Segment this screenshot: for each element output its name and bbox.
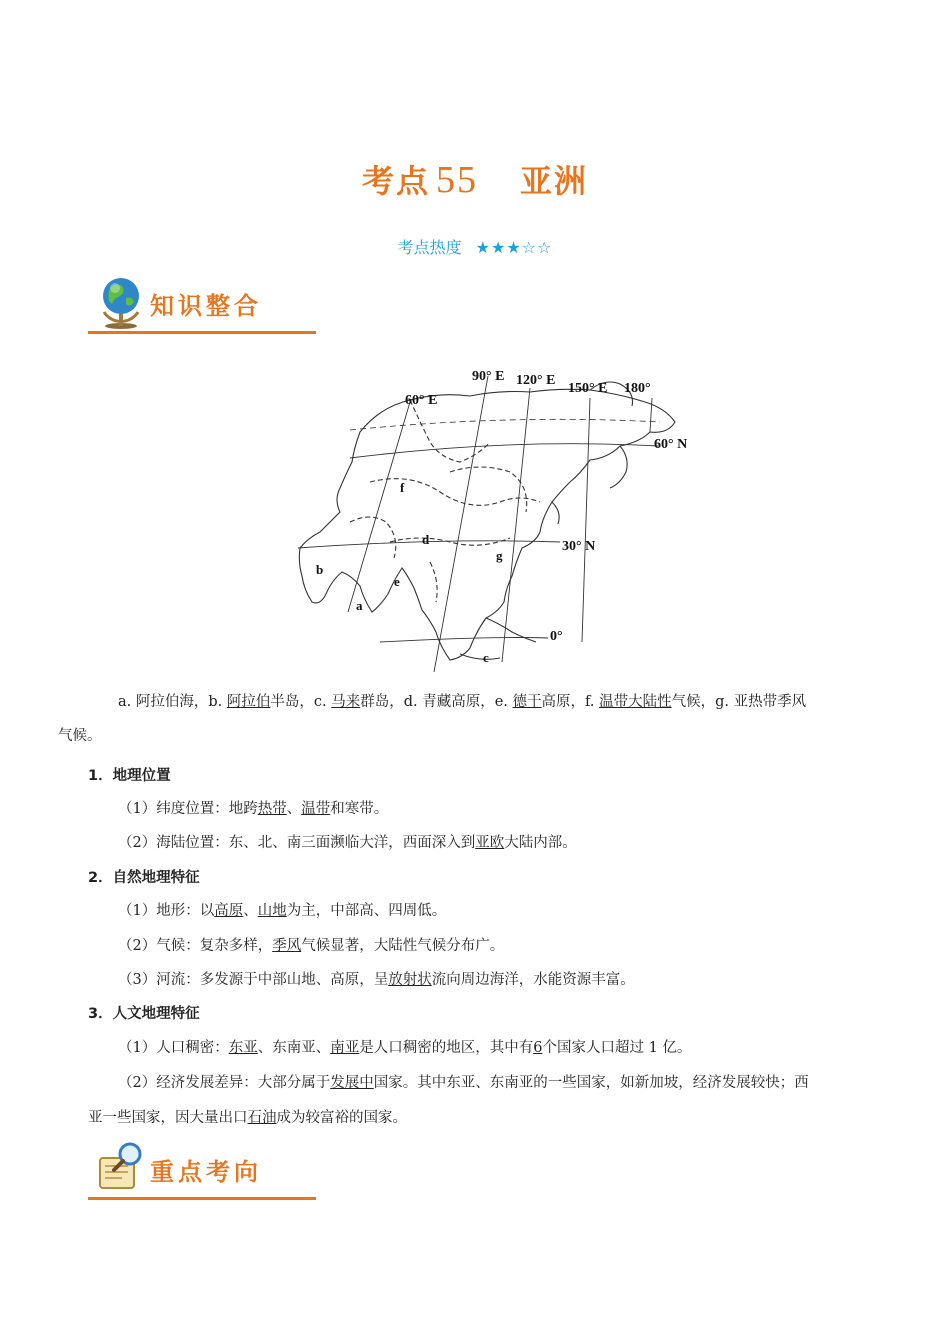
lon-label-60: 60° E <box>405 393 438 408</box>
legend-text: 群岛，d. 青藏高原，e. <box>360 694 513 710</box>
lat-label-30n: 30° N <box>562 539 596 554</box>
lat-label-60n: 60° N <box>654 437 688 452</box>
legend-answer: 阿拉伯 <box>226 694 271 710</box>
lon-label-120: 120° E <box>516 373 556 388</box>
map-letter-f: f <box>400 480 405 495</box>
section-knowledge-title: 知识整合 <box>150 292 262 320</box>
legend-text: 半岛，c. <box>270 694 332 710</box>
asia-map <box>290 362 700 672</box>
legend-answer: 马来 <box>331 694 361 710</box>
heat-rating <box>0 235 950 258</box>
lon-label-150: 150° E <box>568 381 608 396</box>
section-focus-title: 重点考向 <box>150 1158 262 1186</box>
lat-label-equator: 0° <box>550 629 563 644</box>
section-heading-human: 3．人文地理特征 <box>88 1006 200 1022</box>
legend-answer: 德干 <box>512 694 542 710</box>
section-knowledge-header <box>88 272 316 334</box>
content-line: （1）地形：以高原、山地为主，中部高、四周低。 <box>118 903 447 919</box>
map-letter-g: g <box>496 548 503 563</box>
content-line: 亚一些国家，因大量出口石油成为较富裕的国家。 <box>88 1110 407 1126</box>
page-title <box>0 156 950 202</box>
map-letter-b: b <box>316 562 324 577</box>
heat-stars: ★★★☆☆ <box>475 238 553 257</box>
content-line: （2）气候：复杂多样，季风气候显著，大陆性气候分布广。 <box>118 938 505 954</box>
section-heading-physical: 2．自然地理特征 <box>88 870 200 886</box>
legend-text: 气候，g. 亚热带季风 <box>671 694 807 710</box>
globe-icon <box>92 272 150 330</box>
content-line: （1）纬度位置：地跨热带、温带和寒带。 <box>118 801 389 817</box>
legend-text: a. 阿拉伯海，b. <box>118 694 227 710</box>
lon-label-180: 180° <box>624 381 651 396</box>
content-line: （2）海陆位置：东、北、南三面濒临大洋，西面深入到亚欧大陆内部。 <box>118 835 577 851</box>
content-line: （3）河流：多发源于中部山地、高原，呈放射状流向周边海洋，水能资源丰富。 <box>118 972 635 988</box>
map-letter-c: c <box>483 650 489 665</box>
map-letter-a: a <box>356 598 363 613</box>
title-number: 55 <box>436 159 478 201</box>
lon-label-90: 90° E <box>472 369 505 384</box>
map-letter-e: e <box>394 574 400 589</box>
heat-label: 考点热度 <box>397 238 462 257</box>
map-letter-d: d <box>422 532 430 547</box>
content-line: （2）经济发展差异：大部分属于发展中国家。其中东亚、东南亚的一些国家，如新加坡，经济发展较快；西 <box>118 1075 809 1091</box>
section-heading-location: 1．地理位置 <box>88 768 171 784</box>
title-topic: 亚洲 <box>520 162 589 200</box>
notepad-magnifier-icon <box>92 1138 150 1196</box>
section-focus-header <box>88 1138 316 1200</box>
legend-text: 高原，f. <box>541 694 600 710</box>
map-legend-paragraph <box>58 685 863 753</box>
content-line: （1）人口稠密：东亚、东南亚、南亚是人口稠密的地区，其中有6个国家人口超过 1 亿。 <box>118 1040 692 1056</box>
legend-text: 气候。 <box>58 728 102 744</box>
title-prefix: 考点 <box>361 162 430 200</box>
section-divider <box>88 331 316 334</box>
legend-answer: 温带大陆性 <box>599 694 672 710</box>
section-divider <box>88 1197 316 1200</box>
